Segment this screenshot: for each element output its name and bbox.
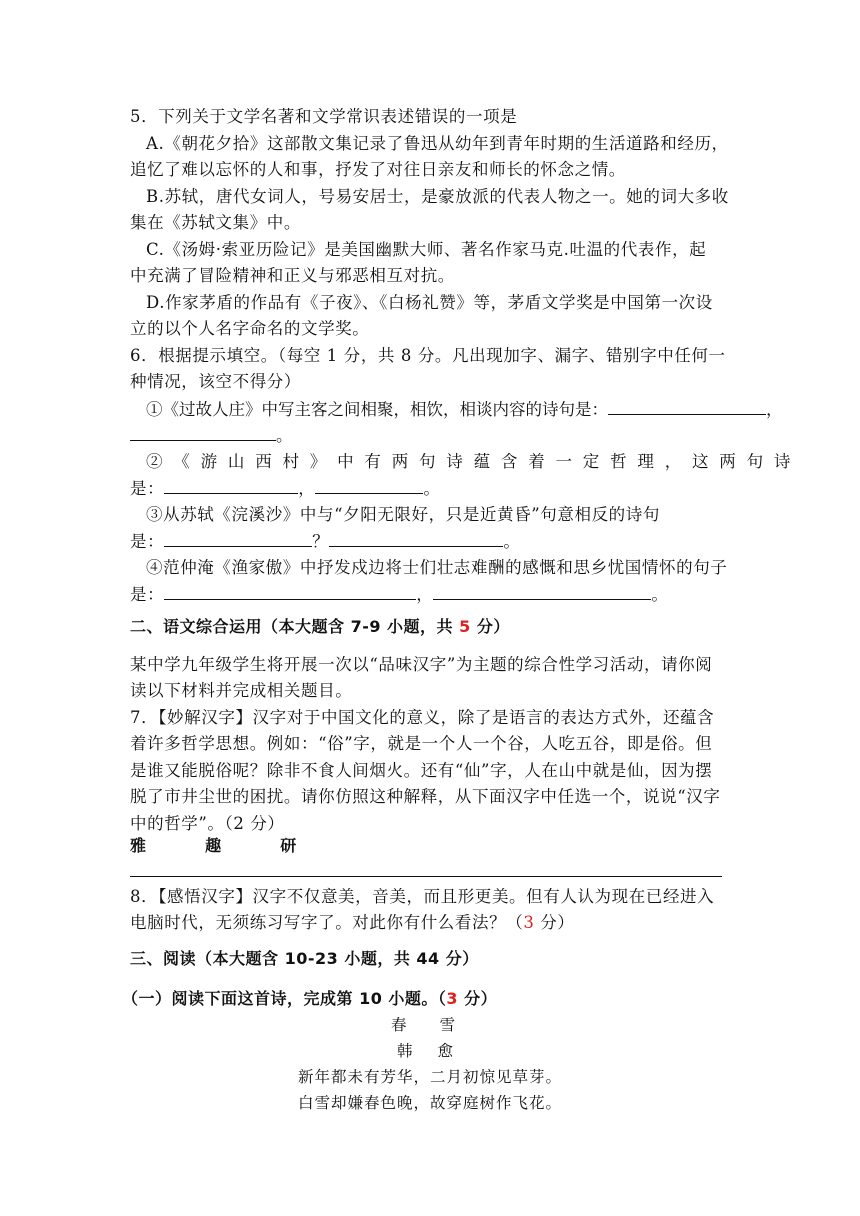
- q6-item4: ④范仲淹《渔家傲》中抒发戍边将士们壮志难酬的感慨和思乡忧国情怀的句子: [146, 558, 728, 577]
- q6-stem-line1: 6．根据提示填空。（每空 1 分，共 8 分。凡出现加字、漏字、错别字中任何一: [130, 346, 726, 365]
- heading-text: 二、语文综合运用（本大题含 7-9 小题，共: [130, 617, 460, 636]
- q7-line5: 中的哲学”。（2 分）: [130, 814, 285, 833]
- answer-blank[interactable]: [433, 581, 651, 600]
- prefix: 是：: [130, 479, 165, 498]
- q5-option-b-line1: B.苏轼，唐代女词人，号易安居士，是豪放派的代表人物之一。她的词大多收: [146, 187, 729, 206]
- q5-option-b-line2: 集在《苏轼文集》中。: [130, 213, 301, 232]
- subheading-text: 分）: [458, 989, 498, 1008]
- answer-line[interactable]: [130, 876, 722, 877]
- q5-option-a-line2: 追忆了难以忘怀的人和事，抒发了对往日亲友和师长的怀念之情。: [130, 160, 626, 179]
- answer-blank[interactable]: [164, 528, 312, 547]
- q6-item3: ③从苏轼《浣溪沙》中与“夕阳无限好，只是近黄昏”句意相反的诗句: [146, 505, 660, 524]
- q6-item3-cont: [130, 528, 520, 555]
- q7-line2: 着许多哲学思想。例如：“俗”字，就是一个人一个谷，人吃五谷，即是俗。但: [130, 734, 713, 753]
- q7-character-choices: 雅 趣 研: [130, 836, 313, 855]
- answer-blank[interactable]: [164, 475, 298, 494]
- q5-stem: 5．下列关于文学名著和文学常识表述错误的一项是: [130, 107, 518, 126]
- section2-heading: [130, 614, 510, 640]
- q5-option-c-line1: C.《汤姆·索亚历险记》是美国幽默大师、著名作家马克.吐温的代表作，起: [146, 240, 707, 259]
- punct: ，: [766, 400, 783, 419]
- answer-blank[interactable]: [130, 422, 276, 441]
- question-text: 分）: [534, 913, 575, 932]
- section3-subheading: [122, 986, 497, 1012]
- q6-item2: ②《游山西村》中有两句诗蕴含着一定哲理，这两句诗: [146, 452, 802, 471]
- heading-text: 分）: [470, 617, 510, 636]
- q5-option-d-line2: 立的以个人名字命名的文学奖。: [130, 319, 370, 338]
- section3-heading: 三、阅读（本大题含 10-23 小题，共 44 分）: [130, 949, 479, 968]
- section2-intro-line2: 读以下材料并完成相关题目。: [130, 681, 353, 700]
- poem-author: 韩 愈: [397, 1042, 463, 1060]
- punct: 。: [651, 585, 669, 604]
- score-number: 5: [459, 617, 471, 636]
- prefix: 是：: [130, 532, 165, 551]
- answer-blank[interactable]: [608, 396, 766, 415]
- punct: 。: [276, 426, 294, 445]
- q8-line1: 8．【感悟汉字】汉字不仅意美，音美，而且形更美。但有人认为现在已经进入: [130, 887, 715, 906]
- punct: ，: [298, 479, 316, 498]
- q6-stem-line2: 种情况，该空不得分）: [130, 372, 301, 391]
- punct: 。: [423, 479, 441, 498]
- q6-item1-cont: [130, 422, 293, 449]
- poem-line1: 新年都未有芳华，二月初惊见草芽。: [297, 1068, 562, 1086]
- punct: ，: [416, 585, 434, 604]
- subheading-text: （一）阅读下面这首诗，完成第 10 小题。（: [122, 989, 447, 1008]
- poem-title: 春 雪: [391, 1016, 469, 1034]
- q5-option-c-line2: 中充满了冒险精神和正义与邪恶相互对抗。: [130, 266, 455, 285]
- punct: ？: [312, 532, 330, 551]
- score-number: 3: [523, 913, 535, 932]
- q7-line1: 7．【妙解汉字】汉字对于中国文化的意义，除了是语言的表达方式外，还蕴含: [130, 708, 715, 727]
- question-text: 电脑时代，无须练习写字了。对此你有什么看法？（: [130, 913, 524, 932]
- q6-item2-cont: [130, 475, 440, 502]
- punct: 。: [503, 532, 521, 551]
- q5-option-a-line1: A.《朝花夕拾》这部散文集记录了鲁迅从幼年到青年时期的生活道路和经历，: [146, 134, 729, 153]
- poem-line2: 白雪却嫌春色晚，故穿庭树作飞花。: [297, 1094, 562, 1112]
- q7-line4: 脱了市井尘世的困扰。请你仿照这种解释，从下面汉字中任选一个，说说“汉字: [130, 787, 721, 806]
- answer-blank[interactable]: [164, 581, 416, 600]
- score-number: 3: [446, 989, 459, 1008]
- section2-intro-line1: 某中学九年级学生将开展一次以“品味汉字”为主题的综合性学习活动，请你阅: [130, 655, 713, 674]
- answer-blank[interactable]: [329, 528, 503, 547]
- q6-item4-cont: [130, 581, 668, 608]
- q6-item1: [146, 396, 783, 423]
- q6-item1-text: ①《过故人庄》中写主客之间相聚，相饮，相谈内容的诗句是：: [146, 400, 608, 419]
- q8-line2: [130, 910, 574, 936]
- prefix: 是：: [130, 585, 165, 604]
- answer-blank[interactable]: [315, 475, 423, 494]
- q7-line3: 是谁又能脱俗呢？除非不食人间烟火。还有“仙”字，人在山中就是仙，因为摆: [130, 761, 713, 780]
- q5-option-d-line1: D.作家茅盾的作品有《子夜》、《白杨礼赞》等，茅盾文学奖是中国第一次设: [146, 293, 713, 312]
